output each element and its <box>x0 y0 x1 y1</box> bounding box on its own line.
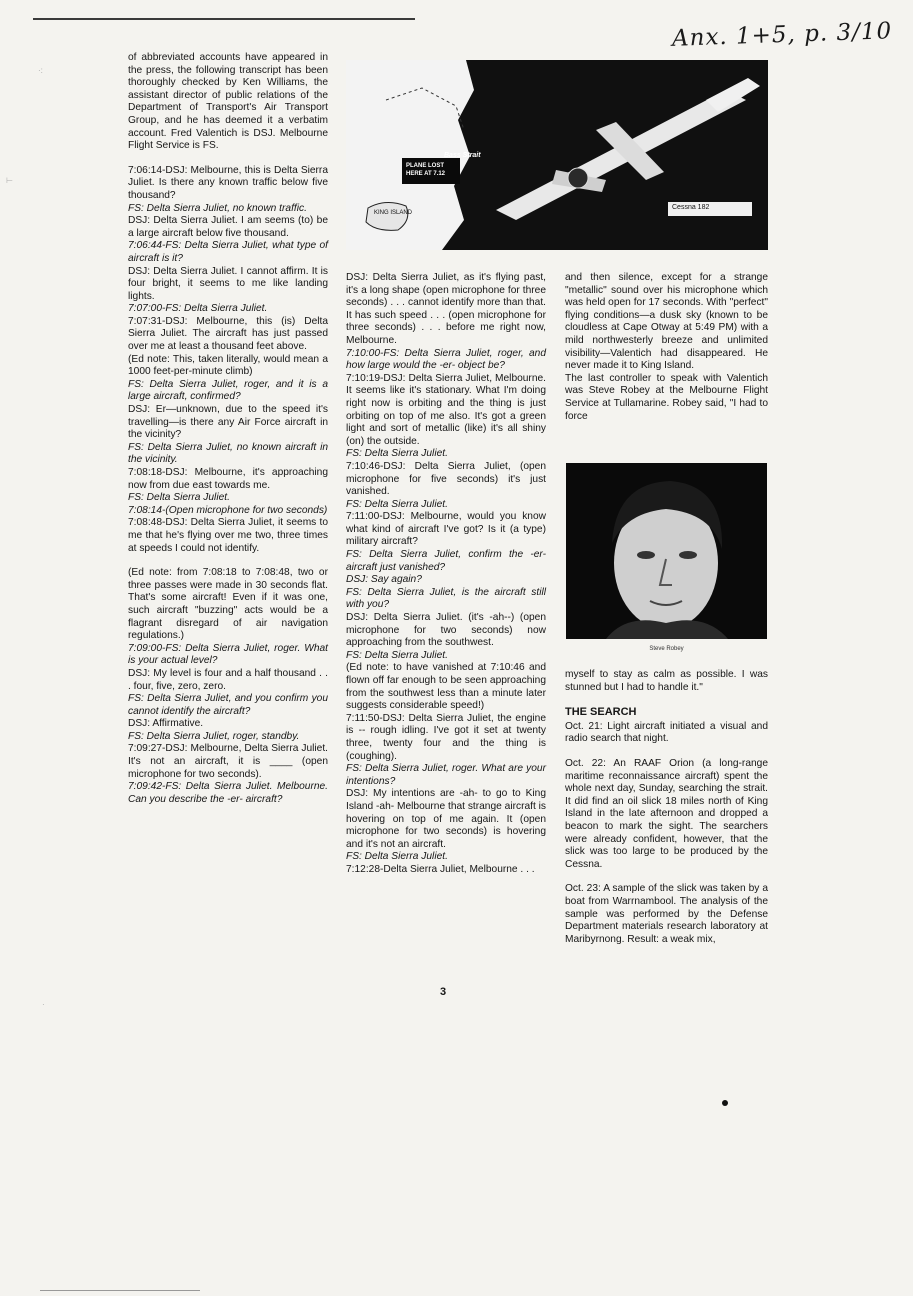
transcript-line: FS: Delta Sierra Juliet, is the aircraft still with you? <box>346 586 546 611</box>
transcript-line: Oct. 21: Light aircraft initiated a visual and radio search that night. <box>565 720 768 745</box>
section-heading: THE SEARCH <box>565 706 637 719</box>
scan-speck: · <box>42 1000 45 1009</box>
transcript-line: DSJ: Delta Sierra Juliet. I cannot affirm. It is four bright, it seems to me like landing lights. <box>128 265 328 302</box>
bottom-scan-line <box>40 1290 200 1291</box>
map-and-aircraft-illustration <box>346 60 768 250</box>
transcript-line: of abbreviated accounts have appeared in the press, the following transcript has been thoroughly checked by Ken Williams, the assistant director of public relations of the Department of Transport's Air Transport Group, and he has deemed it a verbatim account. Fred Valentich is DSJ. Melbourne Flight Service is FS. <box>128 52 328 152</box>
transcript-line: DSJ: My level is four and a half thousand . . . four, five, zero, zero. <box>128 667 328 692</box>
transcript-line: 7:10:00-FS: Delta Sierra Juliet, roger, and how large would the -er- object be? <box>346 347 546 372</box>
transcript-line: FS: Delta Sierra Juliet. <box>346 498 448 510</box>
transcript-line: myself to stay as calm as possible. I was stunned but I had to handle it." <box>565 669 768 693</box>
steve-robey-photo <box>566 463 767 639</box>
paragraph-gap <box>128 153 328 165</box>
transcript-line: 7:08:48-DSJ: Delta Sierra Juliet, it seems to me that he's flying over me two, three times at speeds I could not identify. <box>128 517 328 554</box>
transcript-line: FS: Delta Sierra Juliet. <box>346 851 448 863</box>
transcript-line: 7:07:31-DSJ: Melbourne, this (is) Delta Sierra Juliet. The aircraft has just passed over me at least a thousand feet above. <box>128 315 328 353</box>
transcript-line: FS: Delta Sierra Juliet, no known aircraft in the vicinity. <box>128 441 328 466</box>
transcript-line: 7:08:18-DSJ: Melbourne, it's approaching now from due east towards me. <box>128 467 328 491</box>
paragraph-gap <box>565 746 768 758</box>
transcript-line: 7:11:00-DSJ: Melbourne, would you know what kind of aircraft I've got? Is it (a type) military aircraft? <box>346 511 546 548</box>
transcript-line: 7:12:28-Delta Sierra Juliet, Melbourne . . . <box>346 863 535 875</box>
transcript-line: 7:11:50-DSJ: Delta Sierra Juliet, the engine is -- rough idling. I've got it set at twenty three, twenty four and the thing is (coughing). <box>346 712 546 762</box>
handwritten-annotation: Anx. 1+5, p. 3/10 <box>671 18 893 52</box>
transcript-line: (Ed note: to have vanished at 7:10:46 and flown off far enough to be seen approaching from the southwest less than a minute later suggests considerable speed!) <box>346 662 546 712</box>
transcript-line: DSJ: My intentions are -ah- to go to King Island -ah- Melbourne that strange aircraft is hovering on top of me again. It (open microphone for two seconds) is hovering and it's not an aircraft. <box>346 788 546 850</box>
transcript-line: (Ed note: from 7:08:18 to 7:08:48, two or three passes were made in 30 seconds flat. That's some aircraft! Even if it was one, such aircraft "buzzing" acts would be a flagrant disregard of air navigation regulations.) <box>128 567 328 642</box>
transcript-line: DSJ: Say again? <box>346 574 422 586</box>
page-number: 3 <box>440 986 447 998</box>
column-2 <box>346 272 546 877</box>
paragraph-gap <box>565 694 768 706</box>
aircraft-label: Cessna 182 <box>672 204 710 211</box>
portrait-illustration <box>566 463 767 639</box>
scan-dot <box>722 1100 728 1106</box>
map-label-king-island: KING ISLAND <box>374 210 413 216</box>
column-3 <box>565 272 768 423</box>
column-3-continued <box>565 669 768 946</box>
transcript-line: DSJ: Er—unknown, due to the speed it's travelling—is there any Air Force aircraft in the vicinity? <box>128 404 328 441</box>
transcript-line: 7:06:14-DSJ: Melbourne, this is Delta Sierra Juliet. Is there any known traffic below five thousand? <box>128 164 328 201</box>
transcript-line: DSJ: Delta Sierra Juliet, as it's flying past, it's a long shape (open microphone for three seconds) . . . cannot identify more than that. It has such speed . . . (open microphone for three seconds) . . . before me right now, Melbourne. <box>346 272 546 346</box>
transcript-line: 7:10:19-DSJ: Delta Sierra Juliet, Melbourne. It seems like it's stationary. What I'm doing right now is orbiting and the thing is just orbiting on top of me also. It's got a green light and sort of metallic (like) it's all shiny (on) the outside. <box>346 372 546 447</box>
transcript-line: FS: Delta Sierra Juliet, confirm the -er- aircraft just vanished? <box>346 549 546 573</box>
cessna-map-figure <box>346 60 768 250</box>
transcript-line: 7:10:46-DSJ: Delta Sierra Juliet, (open microphone for five seconds) it's just vanished. <box>346 460 546 498</box>
paragraph-gap <box>565 871 768 883</box>
transcript-line: 7:09:42-FS: Delta Sierra Juliet. Melbourne. Can you describe the -er- aircraft? <box>128 781 328 805</box>
transcript-line: 7:06:44-FS: Delta Sierra Juliet, what type of aircraft is it? <box>128 240 328 264</box>
transcript-line: FS: Delta Sierra Juliet. <box>346 448 448 460</box>
transcript-line: FS: Delta Sierra Juliet, roger, standby. <box>128 730 300 742</box>
transcript-line: 7:08:14-(Open microphone for two seconds) <box>128 504 328 516</box>
map-label-time: HERE AT 7.12 <box>406 171 446 177</box>
paragraph-gap <box>128 555 328 567</box>
transcript-line: 7:09:27-DSJ: Melbourne, Delta Sierra Juliet. It's not an aircraft, it is ____ (open microphone for two seconds). <box>128 743 328 780</box>
transcript-line: FS: Delta Sierra Juliet, and you confirm you cannot identify the aircraft? <box>128 693 328 717</box>
photo-caption: Steve Robey <box>649 646 684 652</box>
transcript-line: FS: Delta Sierra Juliet, roger. What are your intentions? <box>346 763 546 787</box>
map-label-plane-lost: PLANE LOST <box>406 163 445 169</box>
transcript-line: FS: Delta Sierra Juliet, roger, and it is a large aircraft, confirmed? <box>128 378 328 403</box>
transcript-line: Oct. 22: An RAAF Orion (a long-range maritime reconnaissance aircraft) spent the whole next day, Sunday, searching the strait. It did find an oil slick 18 miles north of King Island in the late afternoon and dropped a beacon to mark the sight. The searchers were already confident, however, that the slick was too large to be produced by the Cessna. <box>565 757 768 870</box>
column-1 <box>128 52 328 806</box>
transcript-line: (Ed note: This, taken literally, would mean a 1000 feet-per-minute climb) <box>128 353 328 378</box>
transcript-line: FS: Delta Sierra Juliet. <box>346 649 448 661</box>
transcript-line: 7:07:00-FS: Delta Sierra Juliet. <box>128 303 268 315</box>
transcript-line: FS: Delta Sierra Juliet. <box>128 492 230 504</box>
map-label-bass-strait: Bass Strait <box>444 152 481 159</box>
transcript-line: DSJ: Delta Sierra Juliet. (it's -ah--) (open microphone for two seconds) now approaching from the southwest. <box>346 612 546 649</box>
transcript-line: 7:09:00-FS: Delta Sierra Juliet, roger. What is your actual level? <box>128 642 328 667</box>
scan-speck: ⊢ <box>6 176 13 185</box>
transcript-line: and then silence, except for a strange "metallic" sound over his microphone which was held open for 17 seconds. With "perfect" flying conditions—a dusk sky (known to be cloudless at Cape Otway at 5:49 PM) with a mild northwesterly breeze and unlimited visibility—Valentich had disappeared. He never made it to King Island. <box>565 272 768 372</box>
transcript-line: Oct. 23: A sample of the slick was taken by a boat from Warrnambool. The analysis of the sample was performed by the Defense Department materials research laboratory at Maribyrnong. Result: a weak mix, <box>565 883 768 945</box>
transcript-line: The last controller to speak with Valentich was Steve Robey at the Melbourne Flight Service at Tullamarine. Robey said, "I had to force <box>565 372 768 422</box>
transcript-line: DSJ: Delta Sierra Juliet. I am seems (to) be a large aircraft below five thousand. <box>128 215 328 239</box>
transcript-line: DSJ: Affirmative. <box>128 718 204 730</box>
top-rule <box>33 18 415 20</box>
scan-speck: ·: <box>38 66 43 75</box>
transcript-line: FS: Delta Sierra Juliet, no known traffic. <box>128 202 307 214</box>
